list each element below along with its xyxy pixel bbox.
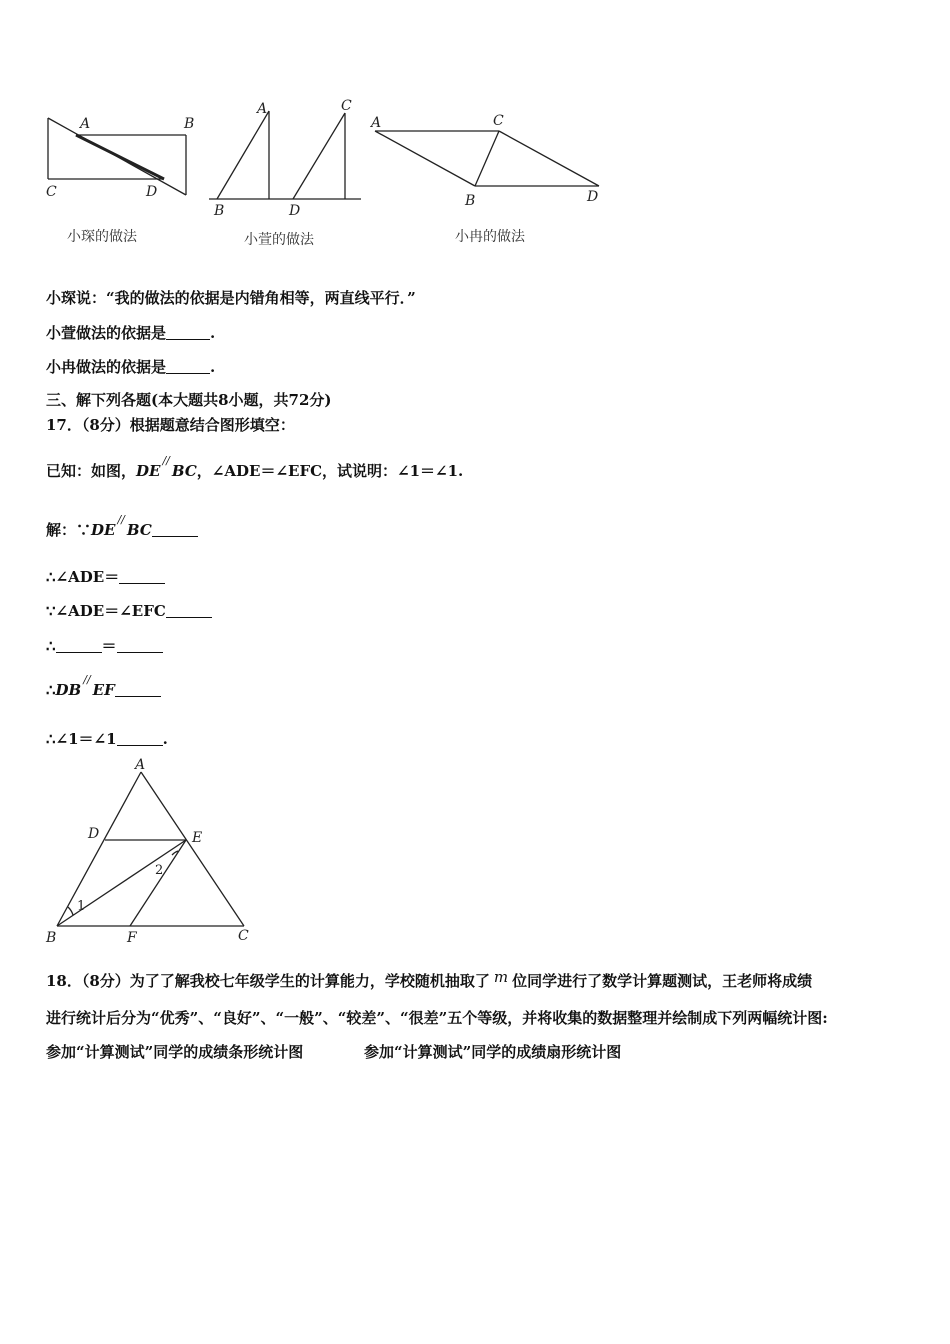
q18-line1-suffix: 位同学进行了数学计算题测试，王老师将成绩 <box>512 972 813 990</box>
q17-step3-blank[interactable] <box>166 603 212 618</box>
q17-given-bc: BC <box>171 462 197 480</box>
fig1-label-d: D <box>146 184 158 200</box>
q16-xiaoran-suffix: . <box>210 358 216 376</box>
q17-step2-blank[interactable] <box>119 569 165 584</box>
q17-step1-de: DE <box>91 521 116 539</box>
q17-given-de: DE <box>136 462 161 480</box>
fig3-label-d: D <box>587 189 599 205</box>
q17-step2-text: ∴∠ADE＝ <box>46 568 120 586</box>
q17-step3 <box>46 600 212 621</box>
q17-step5 <box>46 673 161 699</box>
q17-step3-text: ∵∠ADE＝∠EFC <box>46 602 166 620</box>
q17-step4-eq: ＝ <box>101 637 117 655</box>
q17-step5-prefix: ∴ <box>46 681 56 699</box>
q16-xiaoran-blank[interactable] <box>166 359 210 374</box>
q16-xiaoxuan-prefix: 小萱做法的依据是 <box>46 324 167 342</box>
q17-header: 17．（8分）根据题意结合图形填空： <box>46 416 295 434</box>
fig3-label-b: B <box>465 193 476 209</box>
fig2-label-d: D <box>289 203 301 219</box>
q17-fig-angle-2: 2 <box>155 863 164 878</box>
q17-step2 <box>46 566 165 587</box>
q17-fig-label-c: C <box>238 928 249 944</box>
figure-xiaoxuan <box>205 95 365 220</box>
q18-line1 <box>46 970 812 991</box>
q17-step4 <box>46 635 163 656</box>
fig3-label-a: A <box>371 115 382 131</box>
q17-step5-blank[interactable] <box>115 682 161 697</box>
q17-fig-label-e: E <box>192 830 203 846</box>
q18-line2: 进行统计后分为“优秀”、“良好”、“一般”、“较差”、“很差”五个等级，并将收集的数据整理并绘制成下列两幅统计图: <box>46 1009 828 1027</box>
q17-step6-suffix: . <box>162 730 168 748</box>
q17-step6 <box>46 728 168 749</box>
q16-xiaoxuan-suffix: . <box>210 324 216 342</box>
q17-given <box>46 454 464 481</box>
fig3-caption: 小冉的做法 <box>455 229 525 245</box>
q17-step6-blank[interactable] <box>117 731 163 746</box>
fig1-caption: 小琛的做法 <box>67 229 137 245</box>
q16-xiaoran-prefix: 小冉做法的依据是 <box>46 358 167 376</box>
q16-xiaoran-basis <box>46 356 215 377</box>
fig2-label-b: B <box>214 203 225 219</box>
q17-fig-angle-1: 1 <box>77 899 86 914</box>
q17-step1-prefix: 解：∵ <box>46 521 92 539</box>
q16-xiaoxuan-basis <box>46 322 215 343</box>
q17-step1-blank[interactable] <box>152 522 198 537</box>
q17-fig-label-d: D <box>88 826 100 842</box>
q17-step4-prefix: ∴ <box>46 637 56 655</box>
fig2-caption: 小萱的做法 <box>244 232 314 248</box>
q17-fig-label-b: B <box>46 930 57 946</box>
q17-triangle-figure <box>38 752 263 952</box>
fig1-label-a: A <box>80 116 91 132</box>
q17-step5-ef: EF <box>92 681 115 699</box>
q17-step1 <box>46 513 198 540</box>
q18-chart-title-pie: 参加“计算测试”同学的成绩扇形统计图 <box>364 1043 622 1061</box>
fig1-label-c: C <box>46 184 57 200</box>
q17-step1-parallel: // <box>117 513 125 526</box>
q17-given-prefix: 已知：如图， <box>46 462 137 480</box>
q17-step5-db: DB <box>55 681 82 699</box>
q18-line1-prefix: 18．（8分）为了了解我校七年级学生的计算能力，学校随机抽取了 <box>46 972 490 990</box>
q17-given-parallel: // <box>162 454 170 467</box>
fig2-label-a: A <box>257 101 268 117</box>
fig2-label-c: C <box>341 98 352 114</box>
q17-step6-text: ∴∠1＝∠1 <box>46 730 117 748</box>
q16-xiaochen-statement: 小琛说：“我的做法的依据是内错角相等，两直线平行．” <box>46 289 416 307</box>
q17-step4-blank-right[interactable] <box>117 638 163 653</box>
q16-xiaoxuan-blank[interactable] <box>166 325 210 340</box>
fig3-label-c: C <box>493 113 504 129</box>
q17-fig-label-a: A <box>135 757 146 773</box>
q17-step5-parallel: // <box>83 673 91 686</box>
figure-xiaoran <box>365 108 610 213</box>
q17-step4-blank-left[interactable] <box>56 638 102 653</box>
section3-title: 三、解下列各题(本大题共8小题，共72分) <box>46 391 332 409</box>
q17-given-rest: ，∠ADE＝∠EFC，试说明：∠1＝∠1. <box>196 462 464 480</box>
q17-step1-bc: BC <box>126 521 152 539</box>
figure-xiaochen <box>40 105 210 205</box>
fig1-label-b: B <box>184 116 195 132</box>
q17-fig-label-f: F <box>127 930 137 946</box>
q18-chart-title-bar: 参加“计算测试”同学的成绩条形统计图 <box>46 1043 304 1061</box>
q18-var-m: m <box>493 968 509 986</box>
